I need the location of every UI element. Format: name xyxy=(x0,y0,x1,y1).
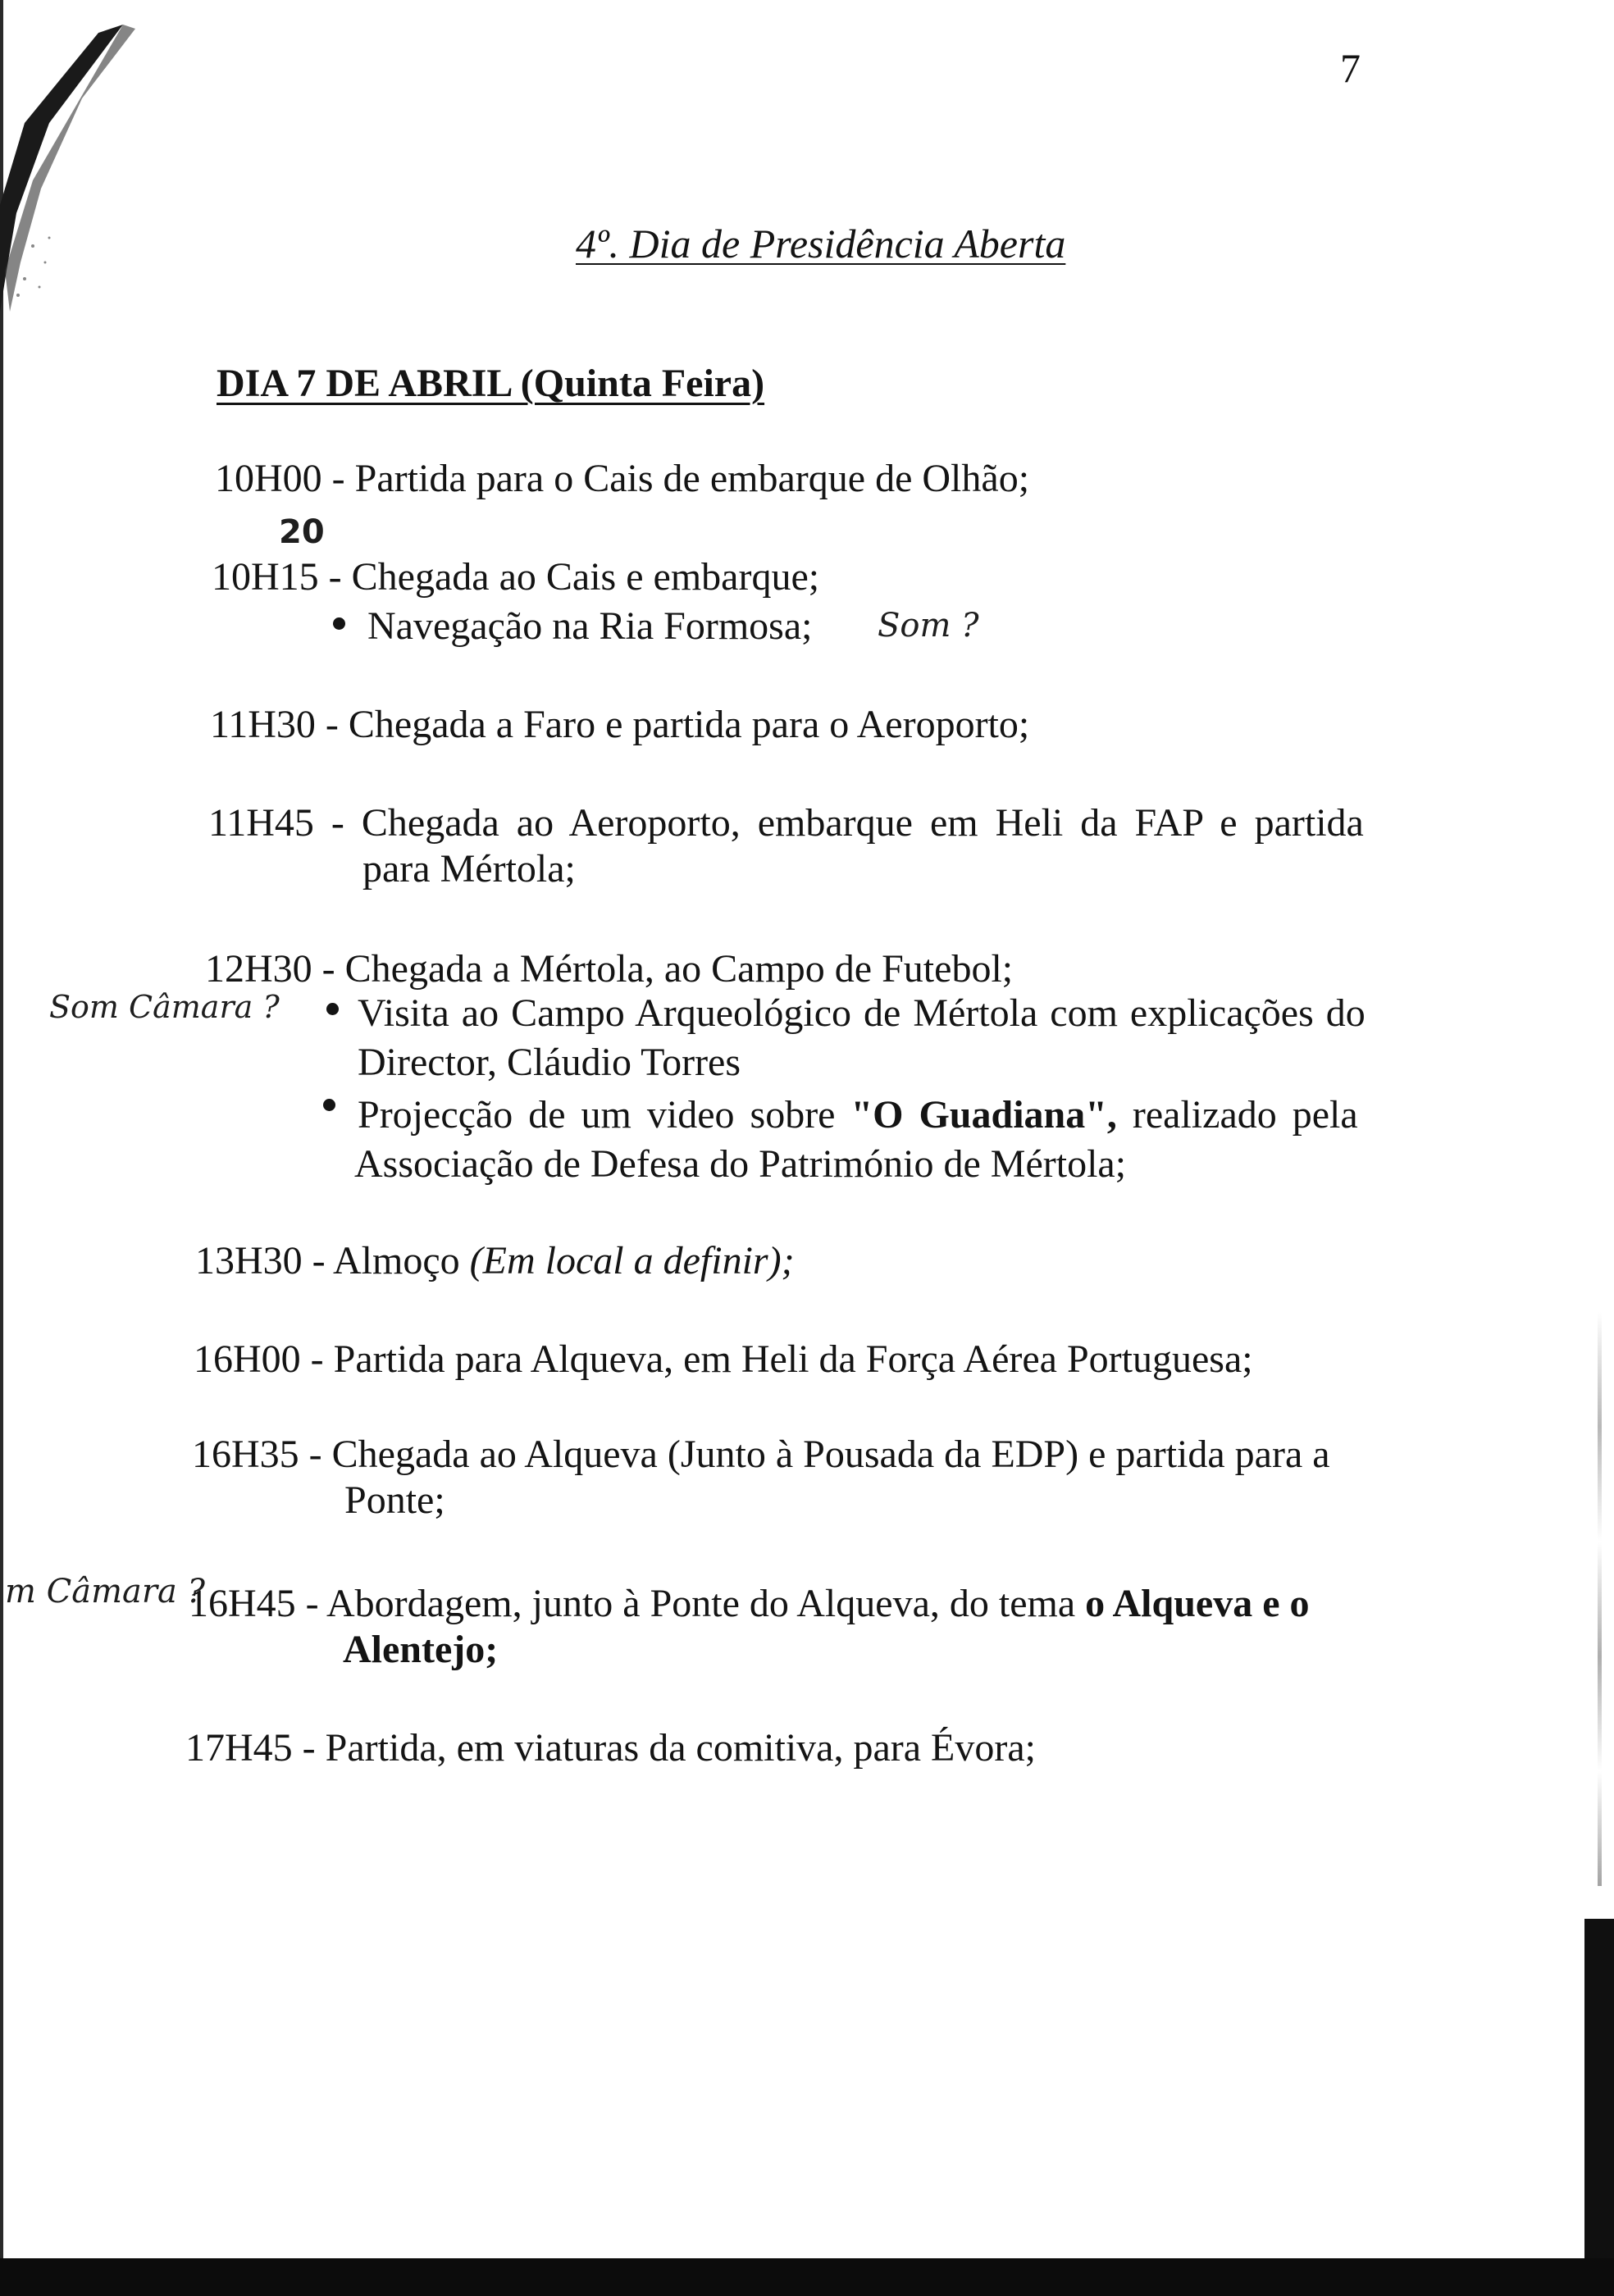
schedule-entry xyxy=(208,801,1364,845)
entry-text: - Chegada a Mértola, ao Campo de Futebol; xyxy=(321,947,1014,991)
entry-text: - Chegada ao Alqueva (Junto à Pousada da EDP) e partida para a xyxy=(308,1433,1330,1476)
entry-time: 12H30 xyxy=(205,947,312,991)
bullet-text: realizado pela xyxy=(1116,1093,1358,1137)
scan-right-edge xyxy=(1584,1919,1614,2258)
schedule-entry xyxy=(215,459,1029,499)
entry-text: - Chegada a Faro e partida para o Aeroporto; xyxy=(325,703,1030,746)
entry-time: 11H45 xyxy=(208,801,314,845)
entry-time: 17H45 xyxy=(185,1726,293,1770)
schedule-entry xyxy=(185,1726,1036,1770)
entry-text: - Chegada ao Cais e embarque; xyxy=(328,555,820,599)
handwritten-note: Som Câmara ? xyxy=(49,989,280,1025)
bullet-continuation: Associação de Defesa do Património de Mértola; xyxy=(354,1142,1127,1186)
entry-text: - Partida para o Cais de embarque de Olhão; xyxy=(331,457,1030,500)
scan-left-edge xyxy=(0,0,3,2296)
entry-text-bold: o Alqueva e o xyxy=(1085,1582,1310,1625)
entry-time: 10H00 xyxy=(215,457,322,500)
entry-continuation: Ponte; xyxy=(344,1478,445,1522)
bullet-item: Navegação na Ria Formosa; xyxy=(367,604,813,648)
entry-text: - Partida para Alqueva, em Heli da Força Aérea Portuguesa; xyxy=(310,1337,1253,1381)
schedule-entry xyxy=(210,705,1029,745)
handwritten-note: m Câmara ? xyxy=(5,1573,206,1610)
entry-time: 16H00 xyxy=(194,1337,301,1381)
handwritten-note: Som ? xyxy=(878,607,979,645)
schedule-entry xyxy=(194,1337,1253,1381)
bullet-icon xyxy=(333,617,345,630)
entry-time: 13H30 xyxy=(195,1239,303,1282)
handwritten-time-correction: 20 xyxy=(279,513,325,551)
scan-bottom-edge xyxy=(0,2258,1614,2296)
bullet-item: Visita ao Campo Arqueológico de Mértola com explicações do xyxy=(358,991,1366,1035)
page-number: 7 xyxy=(1340,45,1361,91)
entry-text: - Almoço xyxy=(312,1239,470,1282)
bullet-text-bold: "O Guadiana", xyxy=(850,1093,1117,1137)
entry-continuation: para Mértola; xyxy=(362,847,576,891)
entry-text: - Abordagem, junto à Ponte do Alqueva, do tema xyxy=(305,1582,1086,1625)
schedule-entry xyxy=(195,1241,795,1281)
bullet-icon xyxy=(326,1003,339,1015)
entry-continuation-bold: Alentejo; xyxy=(343,1628,499,1671)
entry-text-italic: (Em local a definir); xyxy=(469,1239,795,1282)
schedule-entry xyxy=(192,1435,1330,1474)
scan-corner-mark xyxy=(0,0,139,344)
bullet-text: Projecção de um video sobre xyxy=(358,1093,851,1137)
bullet-icon xyxy=(323,1099,335,1111)
entry-time: 10H15 xyxy=(212,555,319,599)
bullet-item xyxy=(358,1093,1358,1137)
entry-time: 16H35 xyxy=(192,1433,299,1476)
day-heading: DIA 7 DE ABRIL (Quinta Feira) xyxy=(217,362,765,405)
entry-text: - Chegada ao Aeroporto, embarque em Heli da FAP e partida xyxy=(331,801,1364,845)
bullet-continuation: Director, Cláudio Torres xyxy=(358,1041,741,1084)
entry-time: 16H45 xyxy=(189,1582,296,1625)
schedule-entry xyxy=(189,1584,1310,1624)
entry-time: 11H30 xyxy=(210,703,316,746)
entry-text: - Partida, em viaturas da comitiva, para Évora; xyxy=(302,1726,1036,1770)
schedule-entry xyxy=(205,947,1014,991)
document-header: 4º. Dia de Presidência Aberta xyxy=(576,221,1066,266)
schedule-entry xyxy=(212,555,820,599)
scan-right-noise xyxy=(1598,1312,1602,1886)
